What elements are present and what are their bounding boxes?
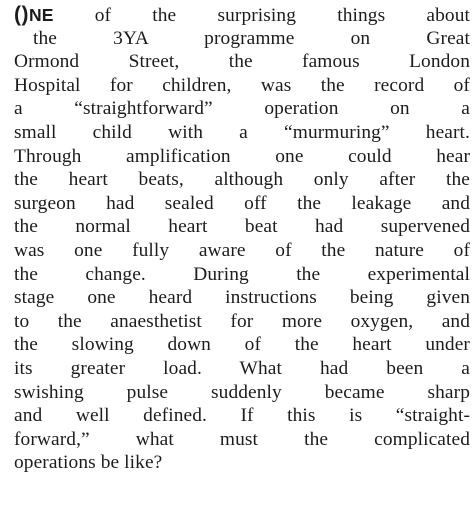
article-line-14: to the anaesthetist for more oxygen, and <box>14 310 470 332</box>
article-line-1 <box>14 3 470 27</box>
article-line-5: a “straightforward” operation on a <box>14 98 470 120</box>
article-line-20: operations be like? <box>14 452 163 474</box>
article-line-19: forward,” what must the complicated <box>14 428 470 450</box>
article-line-12: the change. During the experimental <box>14 263 470 285</box>
article-line-8: the heart beats, although only after the <box>14 169 470 191</box>
article-line-7: Through amplification one could hear <box>14 145 470 167</box>
article-line-4: Hospital for children, was the record of <box>14 74 470 96</box>
article-line-3: Ormond Street, the famous London <box>14 51 470 73</box>
article-line-17: swishing pulse suddenly became sharp <box>14 381 470 403</box>
article-line-15: the slowing down of the heart under <box>14 334 470 356</box>
article-line-2: the 3YA programme on Great <box>33 27 470 49</box>
article-line-6: small child with a “murmuring” heart. <box>14 121 470 143</box>
article-line-16: its greater load. What had been a <box>14 357 470 379</box>
article-line-11: was one fully aware of the nature of <box>14 239 470 261</box>
lead-caps: NE <box>29 5 54 25</box>
article-line-18: and well defined. If this is “straight- <box>14 405 470 427</box>
article-line-13: stage one heard instructions being given <box>14 287 470 309</box>
article-line-1-text: of the surprising things about <box>53 5 470 26</box>
article-column <box>14 3 470 475</box>
drop-cap: () <box>14 3 29 26</box>
article-line-9: surgeon had sealed off the leakage and <box>14 192 470 214</box>
article-line-10: the normal heart beat had supervened <box>14 216 470 238</box>
